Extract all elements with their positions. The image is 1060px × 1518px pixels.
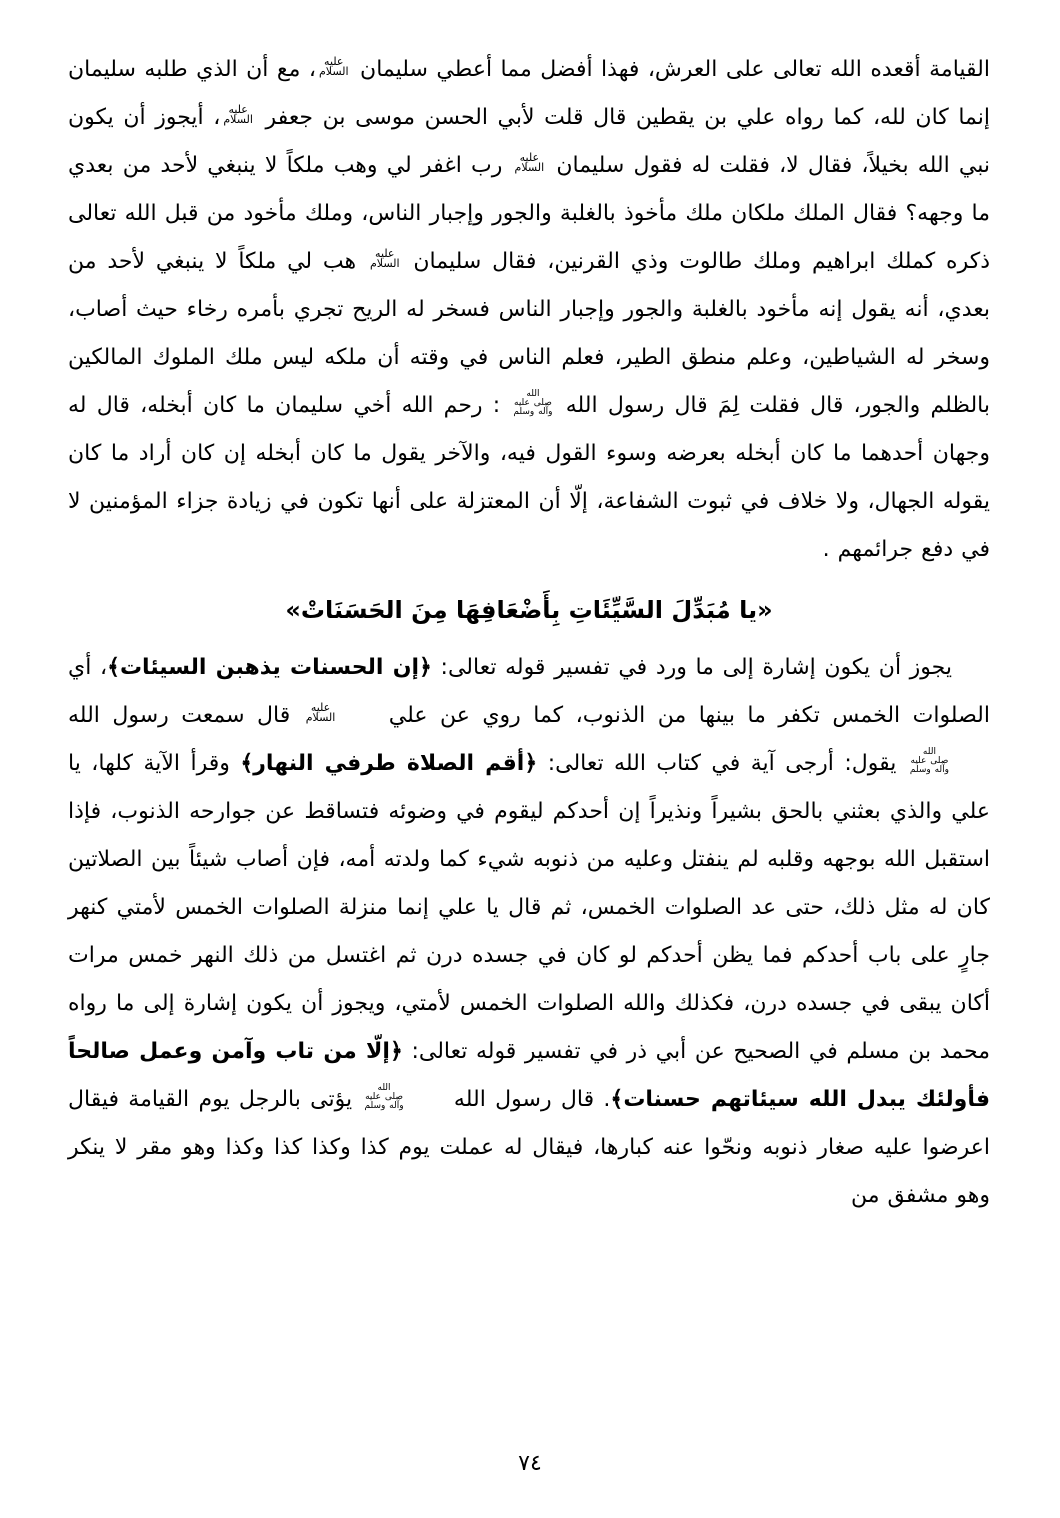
body-text: ، أي الصلوات الخمس تكفر ما بينها من الذنوب، كما روي عن علي — [68, 655, 990, 728]
quran-quote: ﴿إلّا من تاب وآمن وعمل صالحاً فأولئك يبدل الله سيئاتهم حسنات﴾ — [68, 1039, 990, 1112]
body-text: ، مع أن الذي طلبه سليمان إنما كان لله، كما رواه علي بن يقطين قال قلت لأبي الحسن موسى بن جعفر — [68, 57, 990, 130]
page-text-body — [68, 46, 990, 1220]
alayhis-salam-symbol: عليه السلام — [318, 55, 349, 78]
alayhis-salam-symbol: عليه السلام — [305, 701, 336, 724]
body-text: ، أيجوز أن يكون نبي الله بخيلاً، فقال لا، فقلت له فقول سليمان — [68, 105, 990, 178]
alayhis-salam-symbol: عليه السلام — [223, 103, 253, 126]
body-text: رب اغفر لي وهب ملكاً لا ينبغي لأحد من بعدي ما وجهه؟ فقال الملك ملكان ملك مأخوذ بالغلبة والجور وإجبار الناس، وملك مأخود من قبل الله تعالى ذكره كملك ابراهيم وملك طالوت وذي القرنين، فقال سليمان — [68, 153, 990, 274]
salawat-symbol: الله صلى عليه وآله وسلم — [364, 1082, 404, 1111]
paragraph — [68, 46, 990, 574]
quran-quote: ﴿أقم الصلاة طرفي النهار﴾ — [240, 751, 538, 776]
body-text: قال سمعت رسول الله — [68, 703, 303, 728]
body-text: . قال رسول الله — [444, 1087, 611, 1112]
salawat-symbol: الله صلى عليه وآله وسلم — [909, 746, 950, 775]
body-text: يقول: أرجى آية في كتاب الله تعالى: — [537, 751, 907, 776]
body-text: : رحم الله أخي سليمان ما كان أبخله، قال له وجهان أحدهما ما كان أبخله بعرضه وسوء القول فيه، والآخر يقول ما كان أبخله إن كان أراد ما كان يقوله الجهال، ولا خلاف في ثبوت الشفاعة، إلّا أن المعتزلة على أنها تكون في زيادة جزاء المؤمنين لا في دفع جرائمهم . — [68, 393, 990, 562]
body-text: وقرأ الآية كلها، يا علي والذي بعثني بالحق بشيراً ونذيراً إن أحدكم ليقوم في وضوئه فتساقط عن جوارحه الذنوب، فإذا استقبل الله بوجهه وقلبه لم ينفتل وعليه من ذنوبه شيء كما ولدته أمه، فإن أصاب شيئاً بين الصلاتين كان له مثل ذلك، حتى عد الصلوات الخمس، ثم قال يا علي إنما منزلة الصلوات الخمس لأمتي كنهر جارٍ على باب أحدكم فما يظن أحدكم لو كان في جسده درن ثم اغتسل من ذلك النهر خمس مرات أكان يبقى في جسده درن، فكذلك والله الصلوات الخمس لأمتي، ويجوز أن يكون إشارة إلى ما رواه محمد بن مسلم في الصحيح عن أبي ذر في تفسير قوله تعالى: — [68, 751, 990, 1064]
alayhis-salam-symbol: عليه السلام — [369, 247, 400, 270]
body-text: القيامة أقعده الله تعالى على العرش، فهذا أفضل مما أعطي سليمان — [351, 57, 990, 82]
page-number: ٧٤ — [518, 1451, 542, 1476]
paragraph — [68, 644, 990, 1220]
body-text: هب لي ملكاً لا ينبغي لأحد من بعدي، أنه يقول إنه مأخود بالغلبة والجور وإجبار الناس فسخر له الريح تجري بأمره رخاء حيث أصاب، وسخر له الشياطين، وعلم منطق الطير، فعلم الناس في وقته أن ملكه ليس ملك الملوك المالكين بالظلم والجور، قال فقلت لِمَ قال رسول الله — [68, 249, 990, 418]
alayhis-salam-symbol: عليه السلام — [514, 151, 545, 174]
body-text: يجوز أن يكون إشارة إلى ما ورد في تفسير قوله تعالى: — [431, 655, 952, 680]
salawat-symbol: الله صلى عليه وآله وسلم — [513, 388, 553, 417]
quran-quote: ﴿إن الحسنات يذهبن السيئات﴾ — [107, 655, 432, 680]
section-heading: «يا مُبَدِّلَ السَّيِّئَاتِ بِأَضْعَافِهَا مِنَ الحَسَنَاتْ» — [285, 596, 773, 624]
body-text: يؤتى بالرجل يوم القيامة فيقال اعرضوا عليه صغار ذنوبه ونحّوا عنه كبارها، فيقال له عملت يوم كذا وكذا كذا وكذا وهو مقر لا ينكر وهو مشفق من — [68, 1087, 990, 1208]
